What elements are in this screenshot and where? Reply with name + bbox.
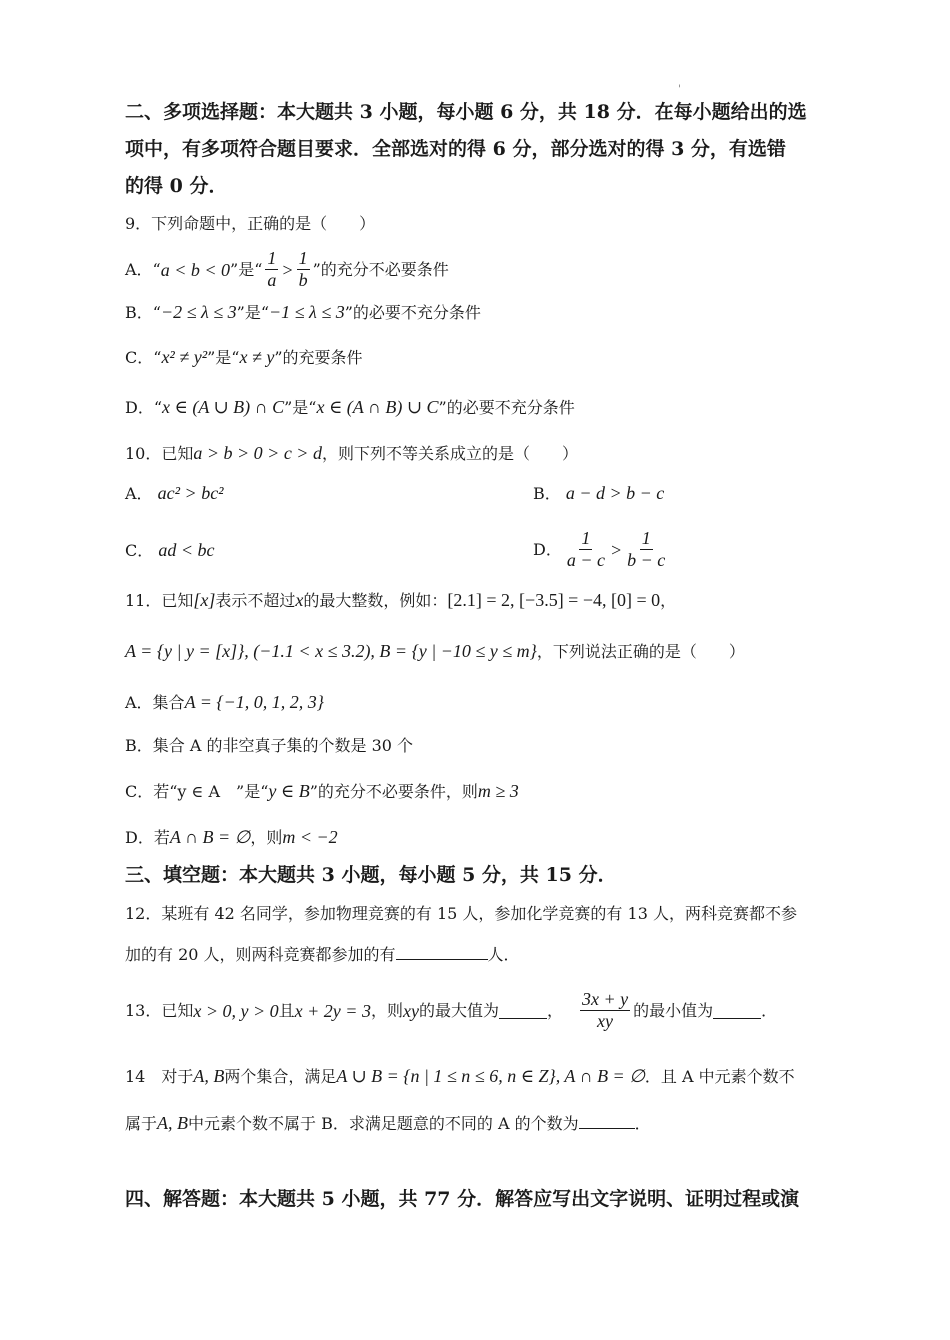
q9-stem: 9．下列命题中，正确的是（ ） [125, 214, 376, 233]
q11-option-a: A．集合A = {−1, 0, 1, 2, 3} [125, 692, 324, 712]
q11-stem-line1: 11．已知[x]表示不超过x的最大整数，例如：[2.1] = 2, [−3.5] = −4, [0] = 0， [125, 590, 677, 610]
q10-option-a: A． ac² > bc² [125, 483, 224, 503]
q11-stem-line2: A = {y | y = [x]}, (−1.1 < x ≤ 3.2), B = {y | −10 ≤ y ≤ m}，下列说法正确的是（ ） [125, 641, 745, 661]
stray-mark: ' [678, 84, 681, 95]
q12-line2: 加的有 20 人，则两科竞赛都参加的有 人． [125, 945, 520, 964]
section2-heading-line2: 项中，有多项符合题目要求．全部选对的得 6 分，部分选对的得 3 分，有选错 [125, 138, 786, 160]
q12-line1: 12．某班有 42 名同学，参加物理竞赛的有 15 人，参加化学竞赛的有 13 人，两科竞赛都不参 [125, 904, 797, 923]
q14-answer-blank [579, 1114, 635, 1129]
q11-option-d: D．若A ∩ B = ∅，则m < −2 [125, 827, 338, 847]
q9-a-fraction-2: $\frac{1}{b}$ [298, 247, 308, 290]
q14-line1: 14 对于A, B两个集合，满足A ∪ B = {n | 1 ≤ n ≤ 6, n ∈ Z}, A ∩ B = ∅．且 A 中元素个数不 [125, 1066, 795, 1086]
q12-answer-blank [396, 945, 488, 960]
section4-heading: 四、解答题：本大题共 5 小题，共 77 分．解答应写出文字说明、证明过程或演 [125, 1188, 800, 1210]
q9-option-c: C．“x² ≠ y²”是“x ≠ y”的充要条件 [125, 347, 363, 367]
q10-stem: 10．已知a > b > 0 > c > d，则下列不等关系成立的是（ ） [125, 443, 578, 463]
q13-answer-blank-2 [713, 1004, 761, 1019]
section2-heading-line1: 二、多项选择题：本大题共 3 小题，每小题 6 分，共 18 分．在每小题给出的选 [125, 101, 807, 123]
section3-heading: 三、填空题：本大题共 3 小题，每小题 5 分，共 15 分． [125, 864, 617, 886]
q9-option-d: D．“x ∈ (A ∪ B) ∩ C”是“x ∈ (A ∩ B) ∪ C”的必要不充分条件 [125, 397, 575, 417]
section2-heading-line3: 的得 0 分． [125, 175, 228, 197]
q13: 13．已知 x > 0, y > 0 且 x + 2y = 3 ，则 xy 的最大值为 ， $\frac{3x + y}{xy}$ 的最小值为 ． [125, 988, 778, 1031]
q11-option-c: C．若“y ∈ A ”是“y ∈ B”的充分不必要条件，则m ≥ 3 [125, 781, 519, 801]
q11-option-b: B．集合 A 的非空真子集的个数是 30 个 [125, 736, 414, 755]
q9-option-b: B．“−2 ≤ λ ≤ 3”是“−1 ≤ λ ≤ 3”的必要不充分条件 [125, 302, 481, 322]
q10-option-c: C． ad < bc [125, 540, 215, 560]
q13-answer-blank-1 [499, 1004, 547, 1019]
q9-a-fraction-1: $\frac{1}{a}$ [267, 247, 277, 290]
q10-d-fraction-2: $\frac{1}{b - c}$ [627, 527, 666, 570]
q10-option-d: D． $\frac{1}{a - c}$ > $\frac{1}{b - c}$ [533, 527, 666, 570]
q10-d-fraction-1: $\frac{1}{a - c}$ [566, 527, 605, 570]
q14-line2: 属于A, B中元素个数不属于 B．求满足题意的不同的 A 的个数为 ． [125, 1113, 651, 1133]
q9-option-a: A．“ a < b < 0 ”是“ $\frac{1}{a}$ > $\frac{1}{b}$ ”的充分不必要条件 [125, 247, 449, 290]
q13-fraction: $\frac{3x + y}{xy}$ [581, 988, 629, 1031]
q10-option-b: B． a − d > b − c [533, 483, 665, 503]
